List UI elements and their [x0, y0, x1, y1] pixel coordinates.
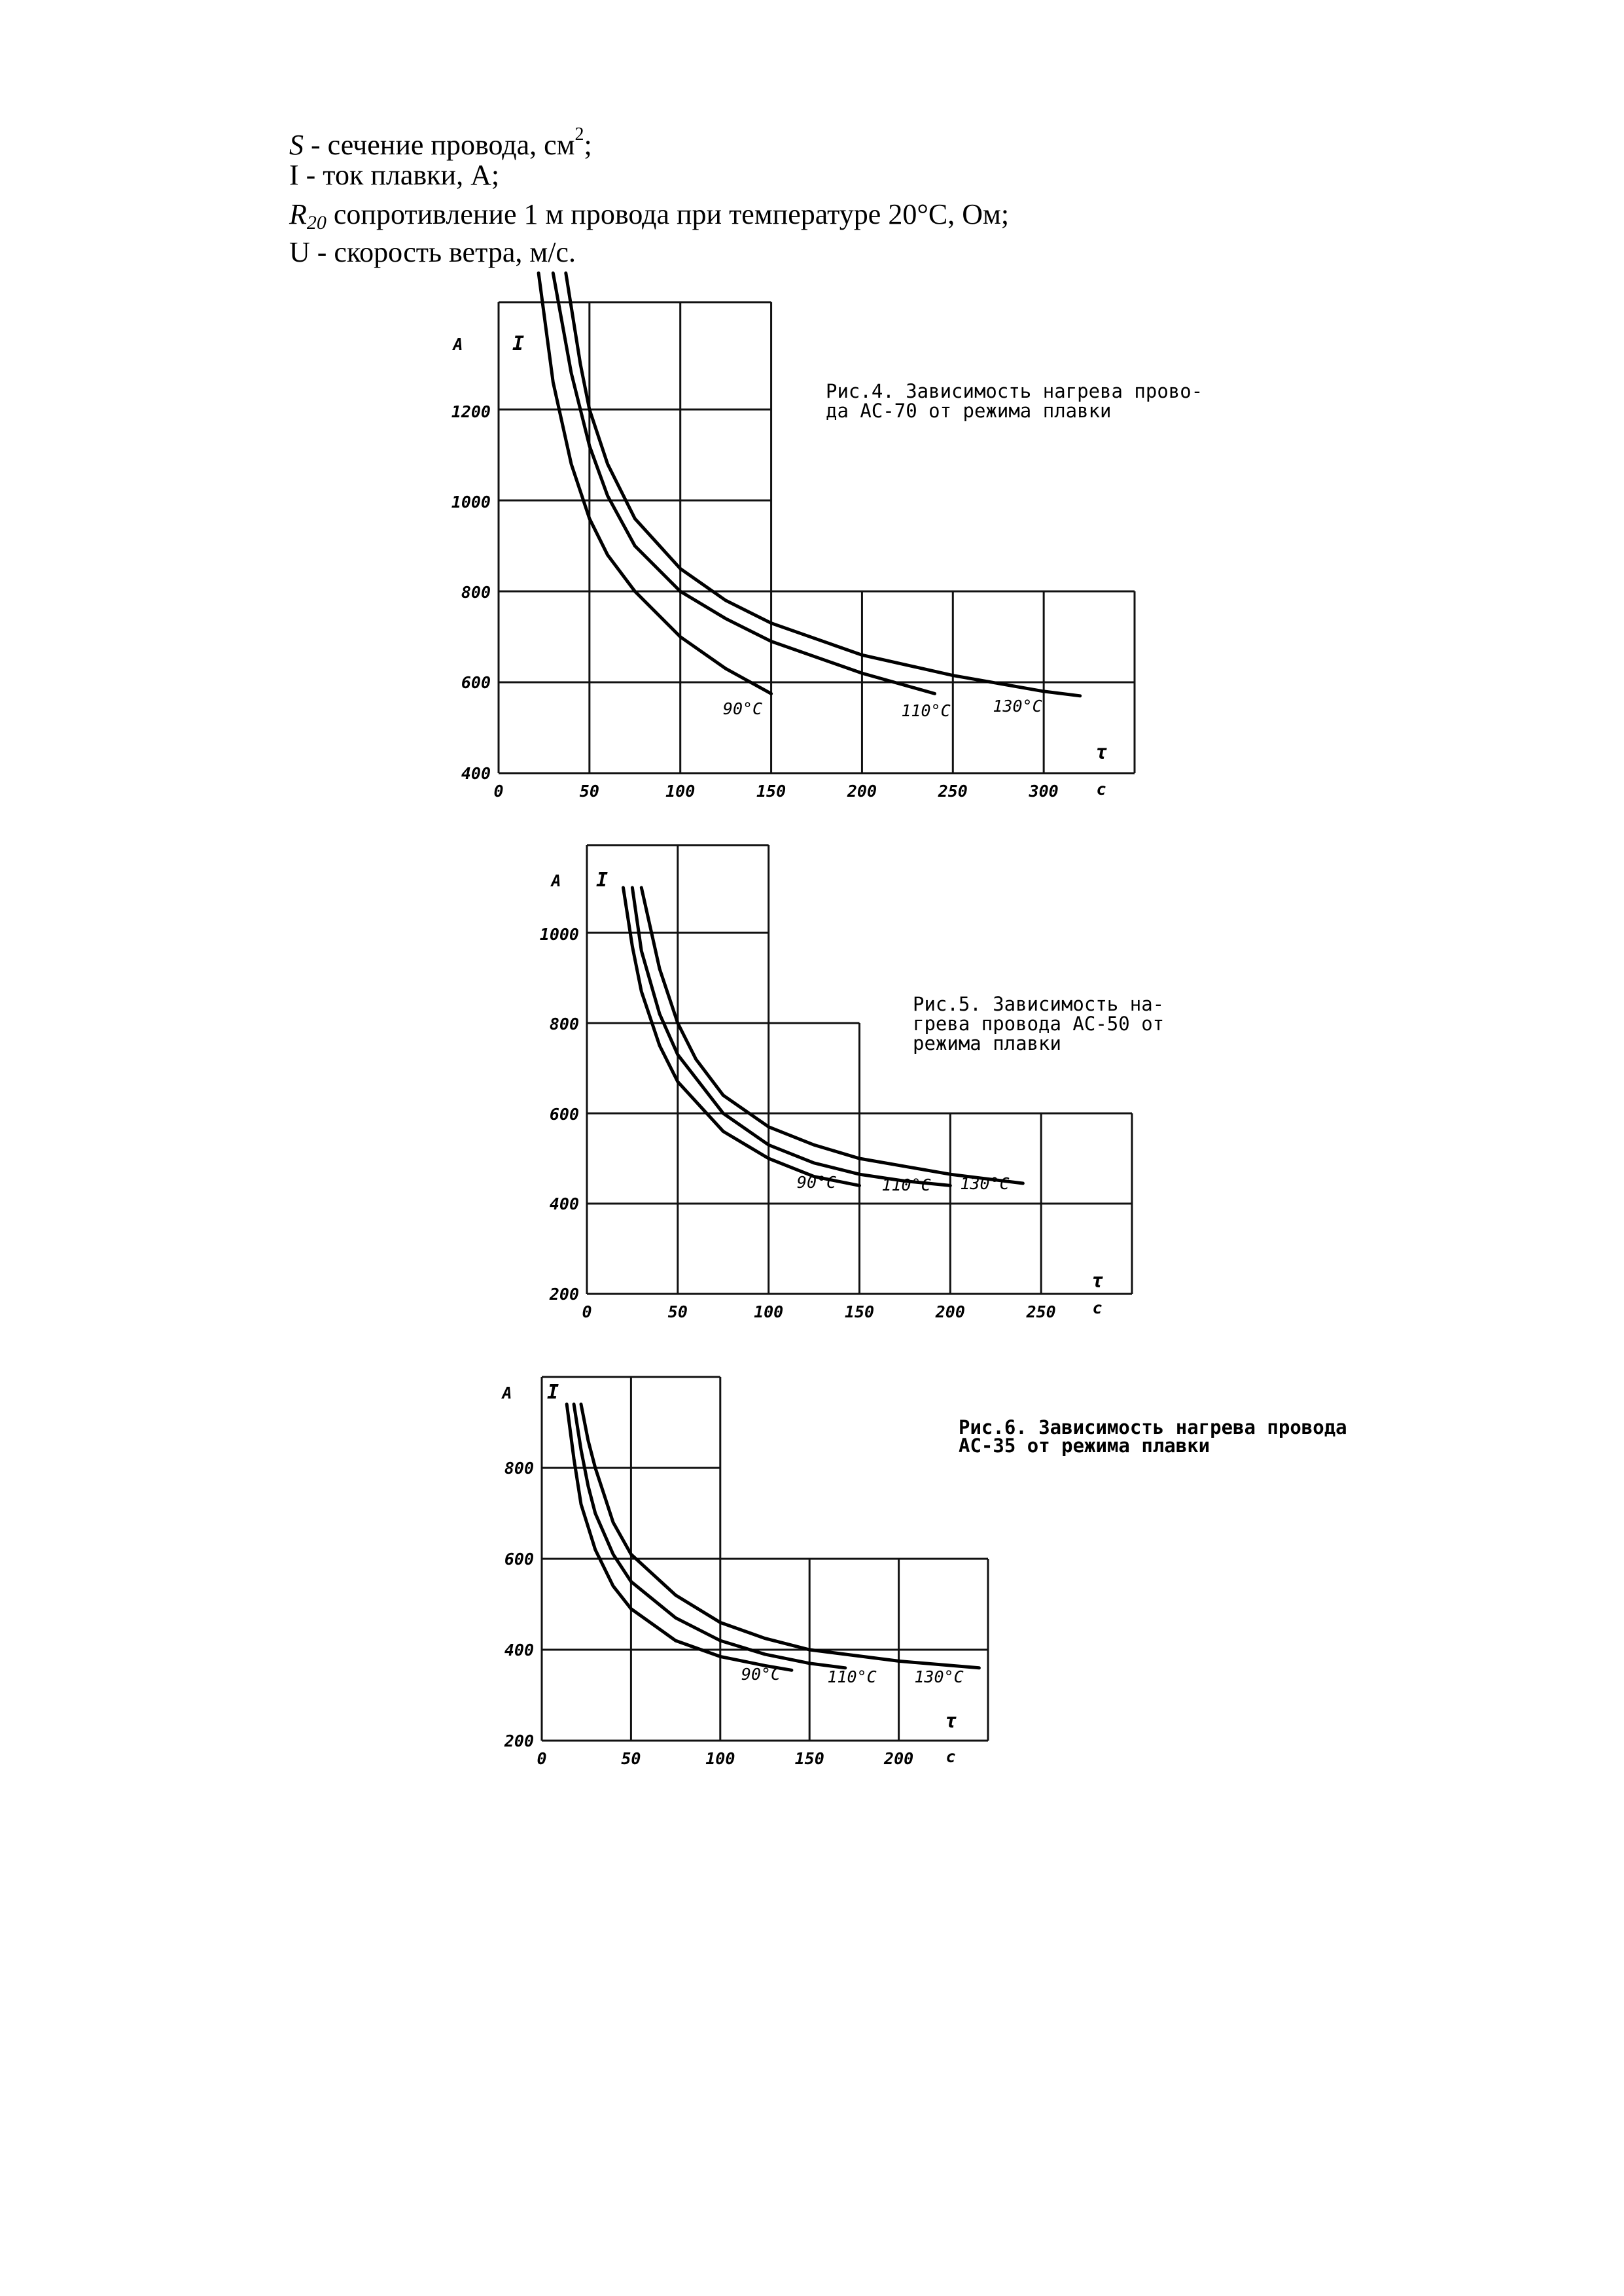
- series-line-130c: [581, 1404, 979, 1668]
- y-tick-label: 600: [461, 673, 491, 692]
- y-axis-label-symbol: I: [595, 869, 609, 892]
- series-label: 90°C: [741, 1665, 781, 1684]
- series-line-110c: [574, 1404, 845, 1668]
- series-line-90c: [538, 273, 771, 694]
- x-tick-label: 150: [844, 1302, 875, 1321]
- y-tick-label: 200: [504, 1731, 534, 1750]
- y-tick-label: 800: [461, 583, 491, 602]
- y-tick-label: 1000: [451, 493, 491, 512]
- x-tick-label: 50: [667, 1302, 688, 1321]
- y-tick-label: 800: [549, 1015, 579, 1034]
- symbol-r: R: [289, 198, 307, 230]
- series-label: 130°C: [993, 697, 1042, 716]
- y-axis-label-unit: A: [502, 1383, 512, 1402]
- x-tick-label: 250: [938, 782, 968, 801]
- x-axis-unit: с: [1096, 780, 1106, 799]
- figure-caption-line: Рис.4. Зависимость нагрева прово-: [826, 380, 1203, 402]
- y-tick-label: 400: [549, 1194, 579, 1213]
- y-axis-label-symbol: I: [512, 332, 525, 355]
- chart-figure-5: [540, 845, 1164, 1321]
- series-label: 130°C: [914, 1667, 964, 1686]
- definition-text: I - ток плавки, А;: [289, 159, 500, 191]
- series-label: 130°C: [960, 1174, 1010, 1193]
- x-tick-label: 200: [847, 782, 877, 801]
- y-tick-label: 1000: [539, 925, 579, 944]
- chart-figure-6: [501, 1377, 1347, 1768]
- figure-caption-line: грева провода АС-50 от: [913, 1013, 1165, 1035]
- superscript: 2: [574, 124, 584, 145]
- figure-caption-line: Рис.6. Зависимость нагрева провода: [959, 1416, 1347, 1438]
- series-label: 110°C: [901, 701, 951, 720]
- y-axis-label-unit: A: [551, 871, 561, 890]
- series-line-90c: [567, 1404, 792, 1671]
- definition-tail: ;: [584, 129, 592, 161]
- x-tick-label: 150: [794, 1749, 824, 1768]
- x-axis-label-symbol: τ: [944, 1710, 957, 1733]
- x-axis-label-symbol: τ: [1095, 741, 1108, 764]
- x-tick-label: 200: [935, 1302, 965, 1321]
- series-label: 110°C: [881, 1175, 931, 1194]
- figure-caption-line: АС-35 от режима плавки: [959, 1435, 1210, 1457]
- y-tick-label: 200: [549, 1285, 579, 1304]
- definition-text: U - скорость ветра, м/с.: [289, 236, 576, 268]
- x-axis-unit: с: [1092, 1298, 1103, 1317]
- series-label: 90°C: [796, 1173, 837, 1192]
- x-tick-label: 0: [537, 1749, 547, 1768]
- x-tick-label: 300: [1029, 782, 1059, 801]
- chart-figure-4: [451, 273, 1203, 801]
- series-label: 90°C: [722, 699, 763, 718]
- definition-text: сопротивление 1 м провода при температуре 20°С, Ом;: [326, 198, 1010, 230]
- y-tick-label: 600: [549, 1105, 579, 1124]
- series-label: 110°C: [827, 1667, 877, 1686]
- definition-text: - сечение провода, см: [304, 129, 575, 161]
- x-tick-label: 150: [756, 782, 786, 801]
- y-tick-label: 400: [461, 764, 491, 783]
- x-tick-label: 100: [665, 782, 696, 801]
- x-axis-label-symbol: τ: [1091, 1270, 1104, 1293]
- x-tick-label: 200: [884, 1749, 914, 1768]
- y-tick-label: 400: [504, 1641, 534, 1660]
- y-tick-label: 1200: [451, 402, 491, 421]
- y-axis-label-unit: A: [453, 335, 463, 354]
- x-tick-label: 100: [754, 1302, 784, 1321]
- x-tick-label: 0: [493, 782, 504, 801]
- figure-caption-line: да АС-70 от режима плавки: [826, 400, 1112, 422]
- x-tick-label: 50: [621, 1749, 641, 1768]
- series-line-110c: [553, 273, 934, 694]
- x-tick-label: 0: [582, 1302, 592, 1321]
- y-tick-label: 800: [504, 1459, 534, 1478]
- x-tick-label: 100: [705, 1749, 735, 1768]
- figure-caption-line: Рис.5. Зависимость на-: [913, 993, 1165, 1015]
- symbol-s: S: [289, 129, 304, 161]
- x-tick-label: 250: [1026, 1302, 1056, 1321]
- y-axis-label-symbol: I: [546, 1381, 559, 1404]
- y-tick-label: 600: [504, 1550, 534, 1569]
- figure-caption-line: режима плавки: [913, 1032, 1061, 1054]
- grid-lines: [587, 845, 1132, 1294]
- subscript: 20: [306, 212, 327, 234]
- x-axis-unit: с: [945, 1747, 956, 1766]
- series-line-130c: [566, 273, 1080, 696]
- x-tick-label: 50: [579, 782, 599, 801]
